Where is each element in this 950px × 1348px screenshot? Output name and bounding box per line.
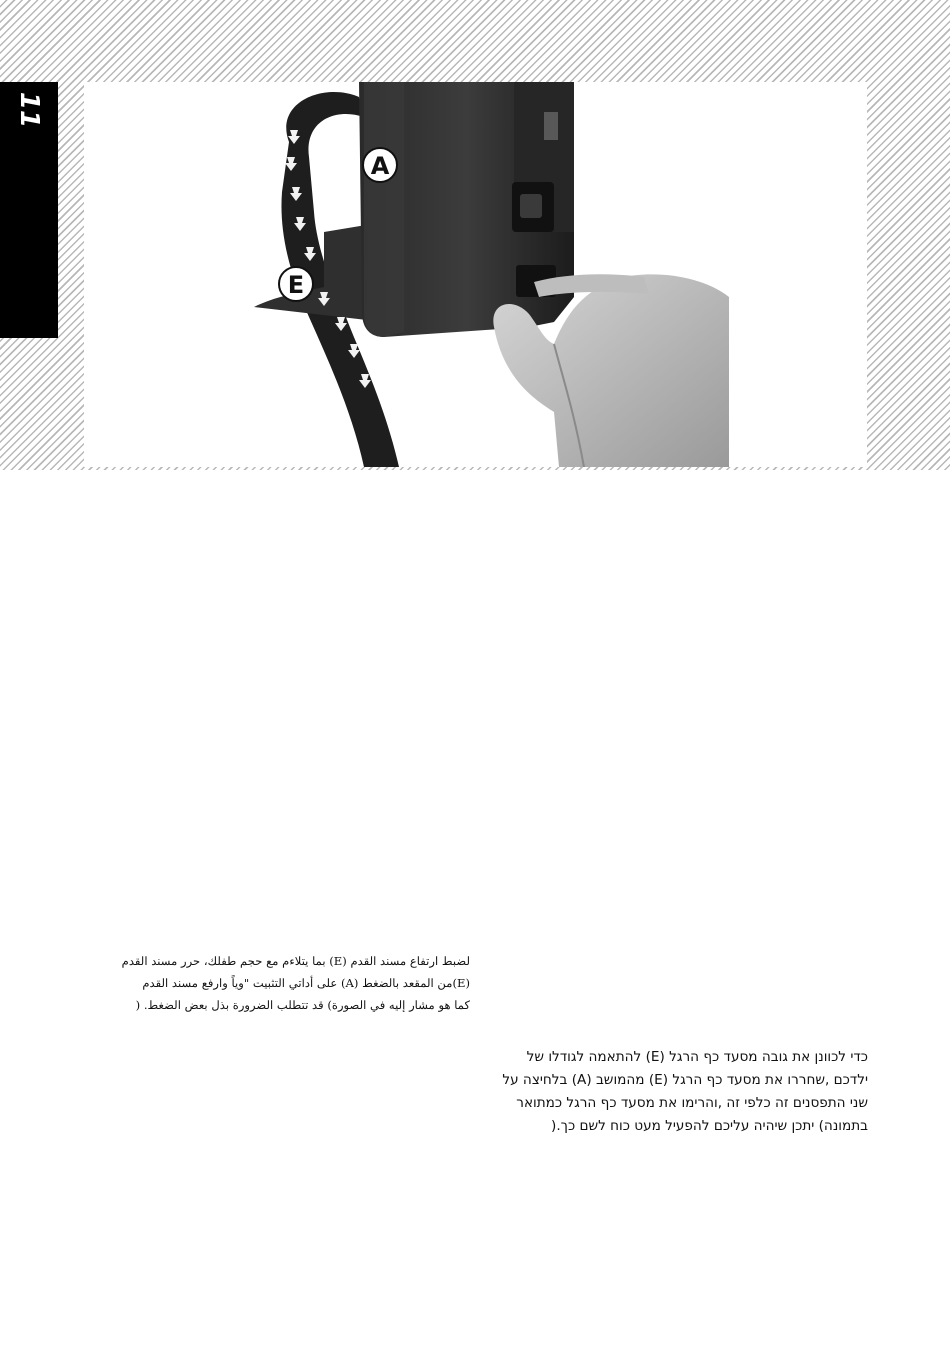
- arabic-line: (E)من المقعد بالضغط (A) على أداتي التثبيت "وياً وارفع مسند القدم: [142, 976, 470, 990]
- hebrew-line: כדי לכוונן את גובה מסעד כף הרגל (E) להתאמה לגודלו של: [526, 1049, 868, 1065]
- callout-a-marker: [363, 148, 397, 182]
- arabic-line: لضبط ارتفاع مسند القدم (E) بما يتلاءم مع حجم طفلك، حرر مسند القدم: [121, 954, 470, 968]
- page-number: 11: [14, 91, 44, 129]
- arabic-line: كما هو مشار إليه في الصورة) قد تتطلب الضرورة بذل بعض الضغط. (: [135, 998, 470, 1012]
- callout-a-label: A: [370, 152, 390, 180]
- hebrew-line: בתמונה) יתכן שיהיה עליכם להפעיל מעט כוח לשם כך.(: [551, 1118, 868, 1134]
- photo-illustration: [84, 82, 867, 467]
- footrest-adjustment-photo: [84, 82, 867, 467]
- callout-e-marker: [279, 267, 313, 301]
- hebrew-line: ילדכם ,שחררו את מסעד כף הרגל (E) מהמושב (A) בלחיצה על: [502, 1072, 868, 1088]
- arabic-instructions: [121, 950, 470, 1016]
- hebrew-instructions: [478, 1046, 868, 1138]
- hebrew-line: שני התפסנים זה כלפי זה ,והרימו את מסעד כף הרגל כמתואר: [516, 1095, 868, 1111]
- callout-e-label: E: [287, 271, 305, 299]
